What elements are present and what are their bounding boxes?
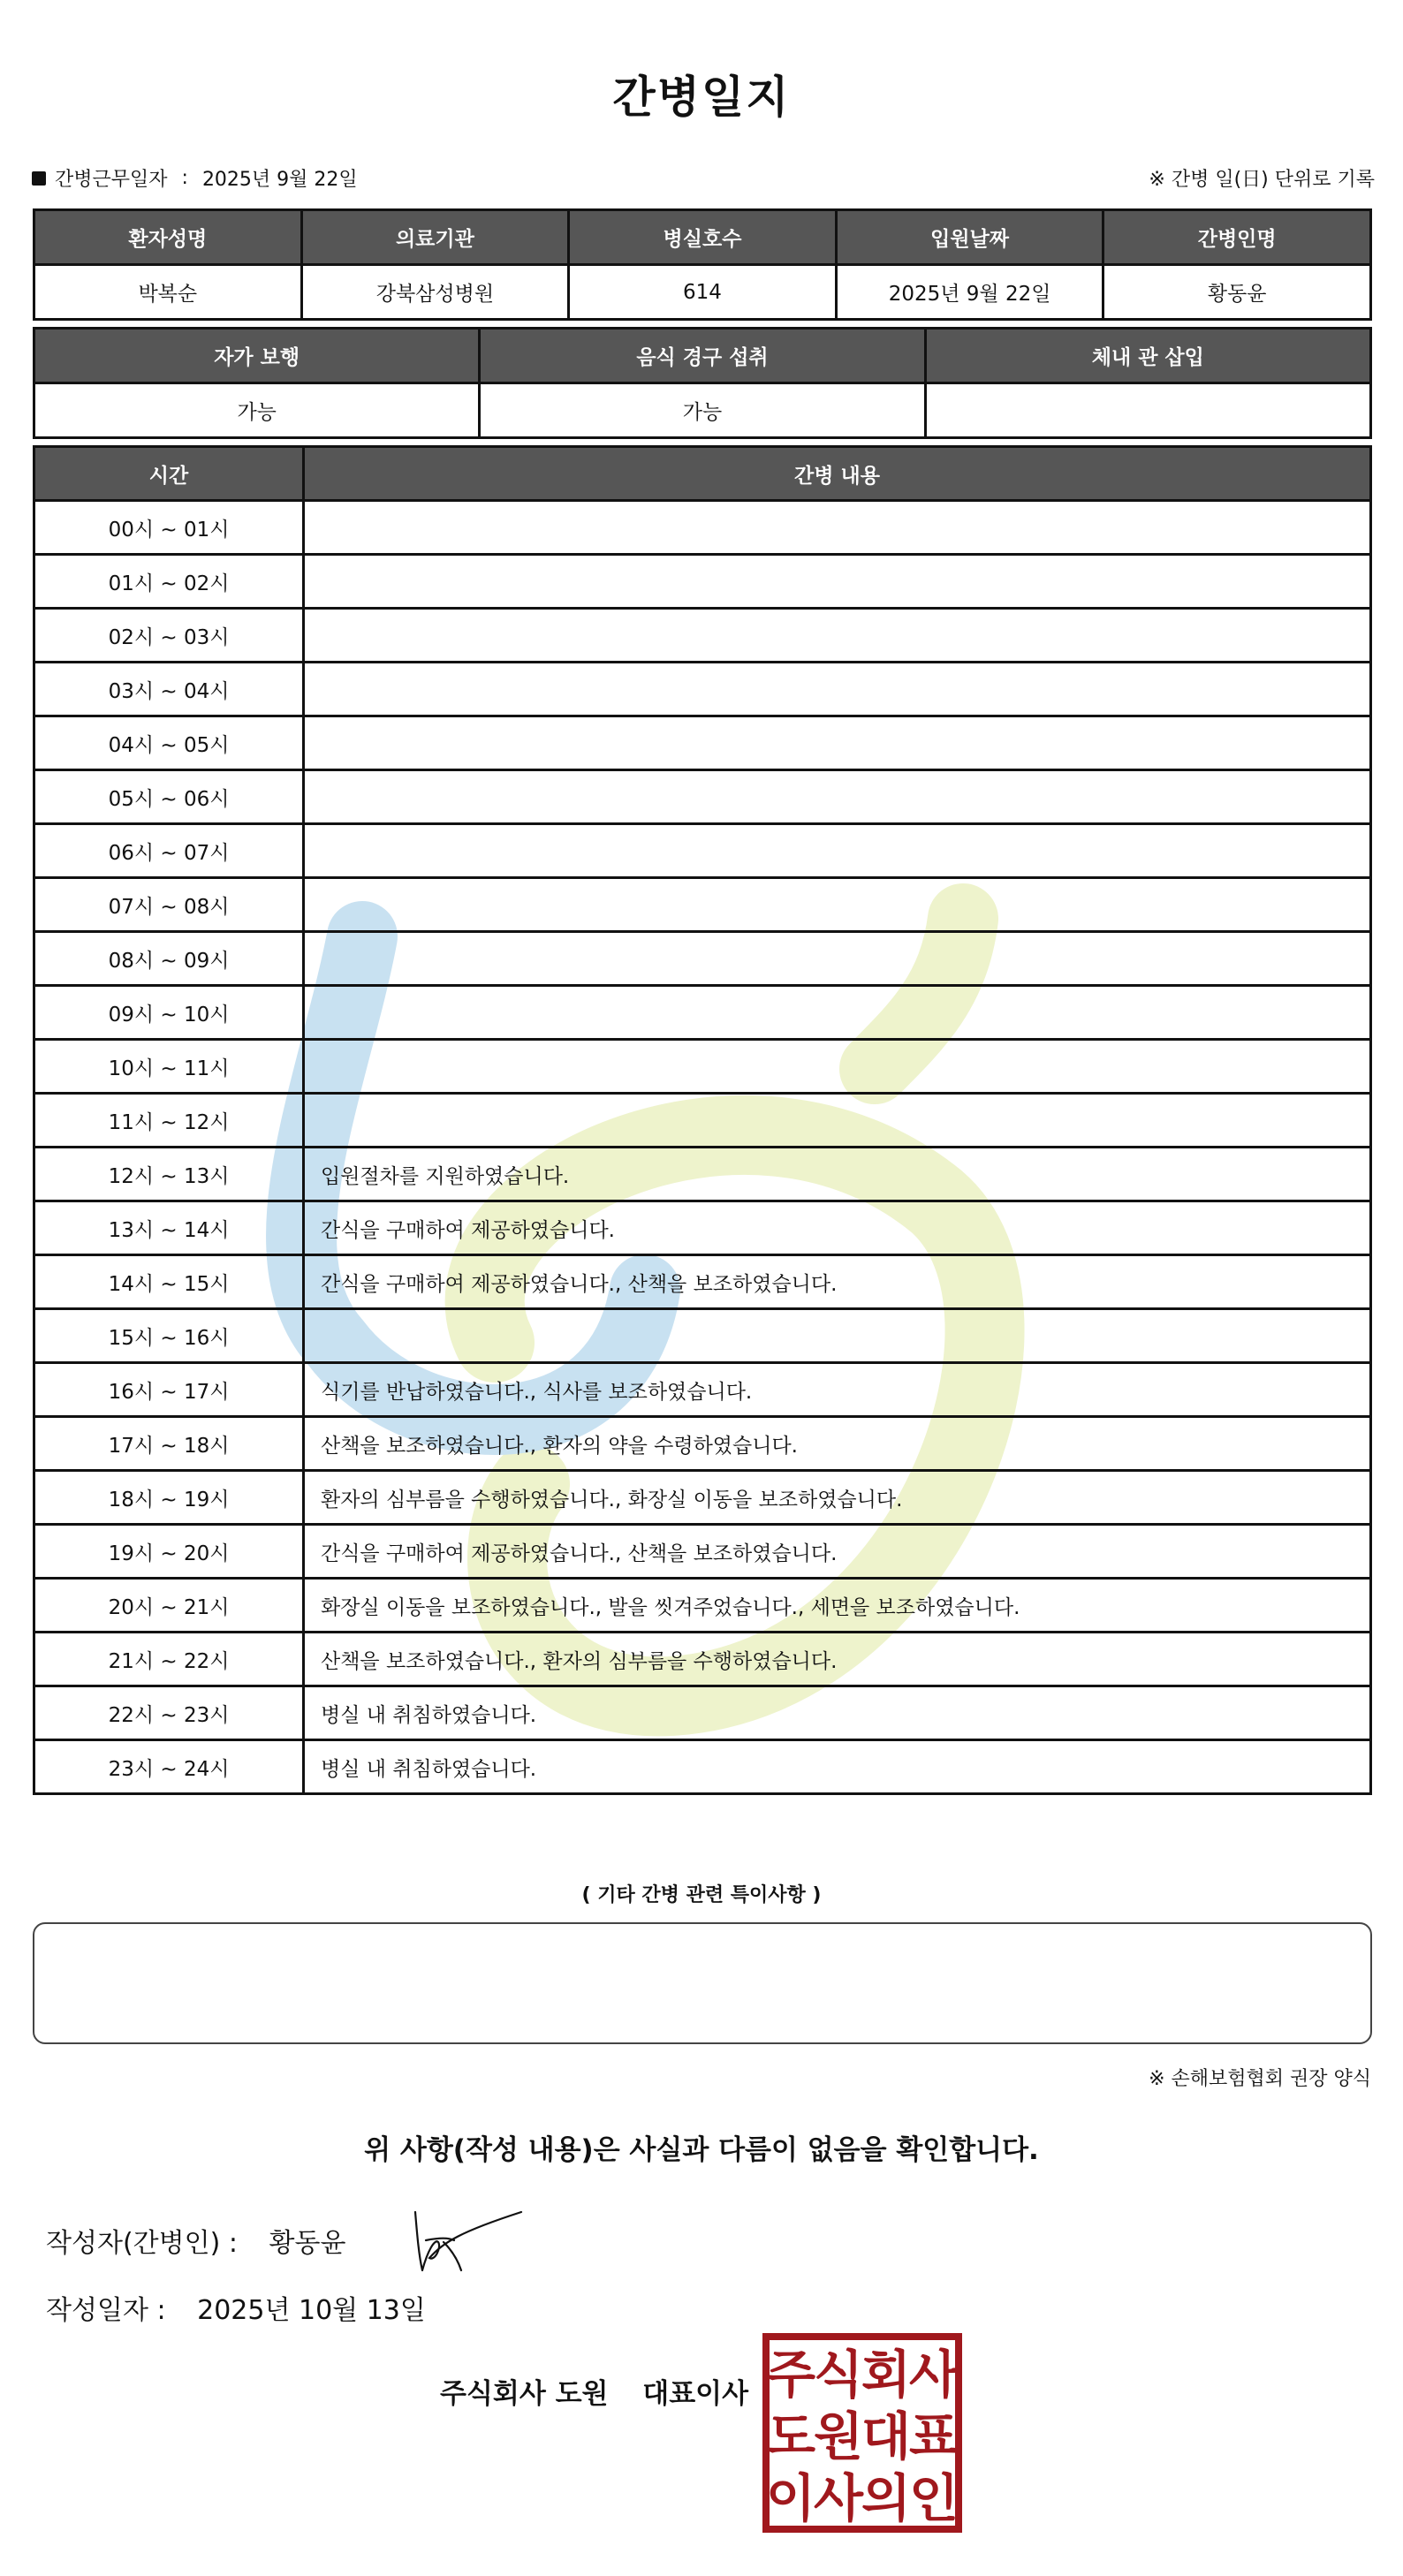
log-time: 21시 ~ 22시 (34, 1633, 304, 1686)
confirm-statement: 위 사항(작성 내용)은 사실과 다름이 없음을 확인합니다. (364, 2134, 1039, 2166)
care-log-row (34, 1525, 1371, 1579)
log-time: 19시 ~ 20시 (34, 1525, 304, 1579)
seal-character: 도 (765, 2406, 816, 2466)
log-content (304, 878, 1371, 932)
caregiver-name: 황동윤 (1103, 265, 1371, 320)
header-care-content: 간병 내용 (304, 447, 1371, 501)
seal-character: 사 (908, 2345, 959, 2405)
log-content: 화장실 이동을 보조하였습니다., 발을 씻겨주었습니다., 세면을 보조하였습니다. (304, 1579, 1371, 1633)
log-content (304, 609, 1371, 663)
patient-condition-table (33, 327, 1372, 439)
log-content (304, 770, 1371, 824)
hospital-name: 강북삼성병원 (301, 265, 569, 320)
care-log-row (34, 609, 1371, 663)
care-log-row (34, 1471, 1371, 1525)
seal-character: 식 (813, 2345, 864, 2405)
company-role: 대표이사 (642, 2378, 749, 2410)
care-log-row (34, 986, 1371, 1040)
header-oral-intake: 음식 경구 섭취 (480, 329, 925, 383)
care-log-row (34, 716, 1371, 770)
header-admission-date: 입원날짜 (836, 210, 1103, 265)
log-content (304, 1094, 1371, 1148)
care-log-row (34, 1309, 1371, 1363)
seal-character: 회 (861, 2345, 912, 2405)
log-time: 20시 ~ 21시 (34, 1579, 304, 1633)
log-content (304, 663, 1371, 716)
header-hospital: 의료기관 (301, 210, 569, 265)
log-content (304, 501, 1371, 555)
log-time: 08시 ~ 09시 (34, 932, 304, 986)
log-content: 환자의 심부름을 수행하였습니다., 화장실 이동을 보조하였습니다. (304, 1471, 1371, 1525)
care-log-row (34, 1579, 1371, 1633)
log-content (304, 932, 1371, 986)
written-date-label: 작성일자 : (46, 2295, 166, 2326)
company-seal-stamp (762, 2332, 963, 2534)
log-content: 산책을 보조하였습니다., 환자의 심부름을 수행하였습니다. (304, 1633, 1371, 1686)
log-content: 입원절차를 지원하였습니다. (304, 1148, 1371, 1201)
log-content: 식기를 반납하였습니다., 식사를 보조하였습니다. (304, 1363, 1371, 1417)
log-content (304, 1309, 1371, 1363)
seal-character: 표 (908, 2406, 959, 2466)
log-time: 11시 ~ 12시 (34, 1094, 304, 1148)
company-name: 주식회사 도원 (440, 2378, 609, 2410)
log-time: 17시 ~ 18시 (34, 1417, 304, 1471)
work-date-separator: : (181, 167, 188, 189)
care-log-row (34, 1740, 1371, 1794)
care-log-row (34, 1148, 1371, 1201)
log-time: 10시 ~ 11시 (34, 1040, 304, 1094)
patient-info-value-row (34, 265, 1371, 320)
care-log-body (34, 501, 1371, 1794)
header-room: 병실호수 (569, 210, 837, 265)
work-date (32, 164, 358, 192)
seal-character: 의 (861, 2468, 912, 2528)
written-date-line (46, 2288, 426, 2327)
log-time: 13시 ~ 14시 (34, 1201, 304, 1255)
log-content: 산책을 보조하였습니다., 환자의 약을 수령하였습니다. (304, 1417, 1371, 1471)
log-time: 15시 ~ 16시 (34, 1309, 304, 1363)
seal-character: 주 (765, 2345, 816, 2405)
care-log-row (34, 1633, 1371, 1686)
condition-value-row (34, 383, 1371, 438)
log-content (304, 986, 1371, 1040)
header-patient-name: 환자성명 (34, 210, 302, 265)
patient-info-header-row (34, 210, 1371, 265)
writer-value: 황동윤 (269, 2228, 346, 2259)
care-log-row (34, 878, 1371, 932)
log-time: 14시 ~ 15시 (34, 1255, 304, 1309)
writer-line (46, 2221, 345, 2260)
seal-character: 인 (908, 2468, 959, 2528)
writer-label: 작성자(간병인) : (46, 2228, 238, 2259)
signature-image (408, 2207, 532, 2277)
log-time: 04시 ~ 05시 (34, 716, 304, 770)
log-content: 병실 내 취침하였습니다. (304, 1686, 1371, 1740)
log-time: 16시 ~ 17시 (34, 1363, 304, 1417)
care-log-row (34, 555, 1371, 609)
care-log-row (34, 1686, 1371, 1740)
log-time: 05시 ~ 06시 (34, 770, 304, 824)
care-log-row (34, 1201, 1371, 1255)
seal-character: 대 (861, 2406, 912, 2466)
written-date-value: 2025년 10월 13일 (197, 2295, 426, 2326)
page-title: 간병일지 (612, 72, 791, 123)
log-content: 병실 내 취침하였습니다. (304, 1740, 1371, 1794)
log-content (304, 1040, 1371, 1094)
notes-title: ( 기타 간병 관련 특이사항 ) (581, 1884, 822, 1906)
log-time: 12시 ~ 13시 (34, 1148, 304, 1201)
seal-character: 이 (765, 2468, 816, 2528)
care-log-table (33, 445, 1372, 1795)
work-date-label: 간병근무일자 (55, 169, 168, 191)
log-content (304, 555, 1371, 609)
log-content: 간식을 구매하여 제공하였습니다., 산책을 보조하였습니다. (304, 1255, 1371, 1309)
patient-name: 박복순 (34, 265, 302, 320)
unit-note: ※ 간병 일(日) 단위로 기록 (1149, 169, 1375, 191)
patient-info-table (33, 208, 1372, 321)
care-log-row (34, 770, 1371, 824)
seal-character: 사 (813, 2468, 864, 2528)
log-time: 00시 ~ 01시 (34, 501, 304, 555)
tube-value (925, 383, 1370, 438)
log-time: 06시 ~ 07시 (34, 824, 304, 878)
care-log-row (34, 932, 1371, 986)
log-time: 18시 ~ 19시 (34, 1471, 304, 1525)
log-content: 간식을 구매하여 제공하였습니다., 산책을 보조하였습니다. (304, 1525, 1371, 1579)
log-time: 01시 ~ 02시 (34, 555, 304, 609)
care-log-header-row (34, 447, 1371, 501)
seal-character: 원 (813, 2406, 864, 2466)
log-content (304, 824, 1371, 878)
header-tube: 체내 관 삽입 (925, 329, 1370, 383)
room-number: 614 (569, 265, 837, 320)
bullet-square-icon (32, 171, 46, 186)
care-log-row (34, 1040, 1371, 1094)
oral-intake-value: 가능 (480, 383, 925, 438)
log-content: 간식을 구매하여 제공하였습니다. (304, 1201, 1371, 1255)
work-date-value: 2025년 9월 22일 (201, 169, 358, 191)
care-log-row (34, 663, 1371, 716)
walking-value: 가능 (34, 383, 480, 438)
care-log-row (34, 1094, 1371, 1148)
log-time: 07시 ~ 08시 (34, 878, 304, 932)
care-log-row (34, 501, 1371, 555)
notes-box (33, 1922, 1372, 2044)
condition-header-row (34, 329, 1371, 383)
care-log-row (34, 1255, 1371, 1309)
log-content (304, 716, 1371, 770)
care-log-row (34, 824, 1371, 878)
care-log-row (34, 1363, 1371, 1417)
header-walking: 자가 보행 (34, 329, 480, 383)
company-line (440, 2371, 748, 2411)
log-time: 03시 ~ 04시 (34, 663, 304, 716)
header-time: 시간 (34, 447, 304, 501)
admission-date: 2025년 9월 22일 (836, 265, 1103, 320)
log-time: 23시 ~ 24시 (34, 1740, 304, 1794)
log-time: 09시 ~ 10시 (34, 986, 304, 1040)
header-caregiver: 간병인명 (1103, 210, 1371, 265)
recommend-note: ※ 손해보험협회 권장 양식 (1149, 2068, 1371, 2090)
care-log-row (34, 1417, 1371, 1471)
log-time: 02시 ~ 03시 (34, 609, 304, 663)
log-time: 22시 ~ 23시 (34, 1686, 304, 1740)
